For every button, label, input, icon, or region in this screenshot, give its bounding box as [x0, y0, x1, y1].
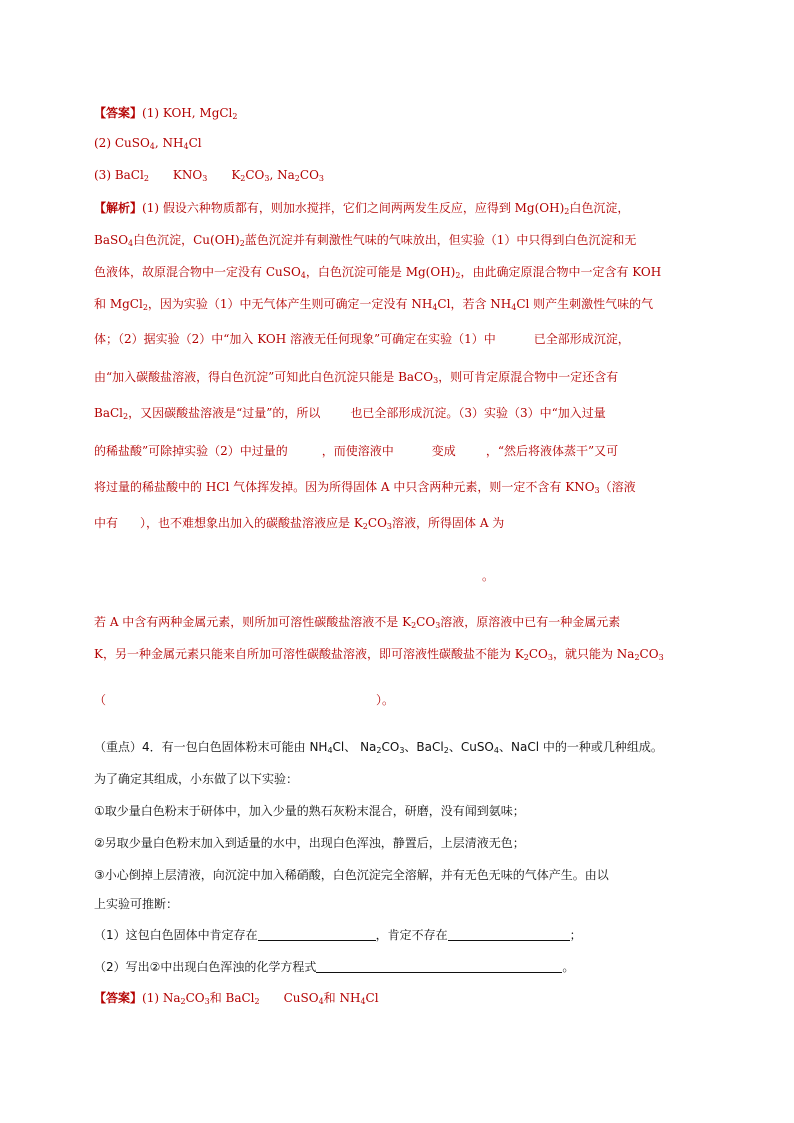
answer-blank[interactable]	[316, 960, 562, 973]
analysis-line-9: 将过量的稀盐酸中的 HCl 气体挥发掉。因为所得固体 A 中只含两种元素，则一定不含有 $KNO_3$（溶液	[94, 480, 636, 495]
analysis-line-4: 和 MgCl$_2$，因为实验（1）中无气体产生则可确定一定没有 $NH_4Cl$，若含 $NH_4Cl$ 则产生刺激性气味的气	[94, 297, 654, 312]
answer-blank[interactable]	[448, 928, 570, 941]
analysis-line-6: 由“加入碳酸盐溶液，得白色沉淀”可知此白色沉淀只能是 BaCO$_3$，则可肯定原混合物中一定还含有	[94, 370, 619, 385]
answer-blank[interactable]	[258, 928, 376, 941]
analysis-tag: 【解析】	[94, 201, 143, 215]
analysis-line-8: 的稀盐酸”可除掉实验（2）中过量的 ，而使溶液中 变成 ，“然后将液体蒸干”又可	[94, 444, 619, 458]
analysis-line-10: 中有 ），也不难想象出加入的碳酸盐溶液应是 $K_2CO_3$溶液，所得固体 A 为	[94, 516, 505, 531]
analysis-line-13: K，另一种金属元素只能来自所加可溶性碳酸盐溶液，即可溶液性碳酸盐不能为 $K_2CO_3$，就只能为 $Na_2CO_3$	[94, 647, 664, 662]
analysis-line-11: 。	[482, 569, 495, 583]
answer-tag: 【答案】	[94, 106, 143, 120]
answer2-line-1: 【答案】(1) $Na_2CO_3$和 BaCl$_2$ CuSO$_4$和 $NH_4Cl$	[94, 991, 379, 1006]
analysis-line-7: BaCl$_2$，又因碳酸盐溶液是“过量”的，所以 也已全部形成沉淀。（3）实验（3）中“加入过量	[94, 406, 606, 421]
analysis-line-14: （ ）。	[94, 693, 395, 707]
answer-line-1: 【答案】(1) KOH, MgCl$_2$	[94, 106, 238, 121]
analysis-line-1: 【解析】(1) 假设六种物质都有，则加水搅拌，它们之间两两发生反应，应得到 $Mg(OH)_2$白色沉淀，	[94, 201, 630, 216]
question-line-2: 为了确定其组成，小东做了以下实验：	[94, 772, 299, 786]
analysis-line-3: 色液体，故原混合物中一定没有 CuSO$_4$，白色沉淀可能是 $Mg(OH)_2$，由此确定原混合物中一定含有 KOH	[94, 265, 662, 280]
analysis-line-5: 体；（2）据实验（2）中“加入 KOH 溶液无任何现象”可确定在实验（1）中 已全部形成沉淀，	[94, 332, 630, 346]
question-line-5: ③小心倒掉上层清液，向沉淀中加入稀硝酸，白色沉淀完全溶解，并有无色无味的气体产生。由以	[94, 868, 609, 882]
answer-line-3: (3) BaCl$_2$ $KNO_3$ $K_2CO_3$, $Na_2CO_3$	[94, 168, 325, 183]
question-line-7: （1）这包白色固体中肯定存在 ，肯定不存在 ；	[94, 928, 582, 942]
analysis-line-2: BaSO$_4$白色沉淀，$Cu(OH)_2$蓝色沉淀并有刺激性气味的气味放出，但实验（1）中只得到白色沉淀和无	[94, 233, 637, 248]
question-line-3: ①取少量白色粉末于研体中，加入少量的熟石灰粉末混合，研磨，没有闻到氨味；	[94, 804, 525, 818]
analysis-line-12: 若 A 中含有两种金属元素，则所加可溶性碳酸盐溶液不是 $K_2CO_3$溶液，原溶液中已有一种金属元素	[94, 615, 621, 630]
question-line-8: （2）写出②中出现白色浑浊的化学方程式 。	[94, 960, 575, 974]
answer-line-2: (2) CuSO$_4$, $NH_4Cl$	[94, 136, 202, 151]
question-line-6: 上实验可推断：	[94, 897, 179, 911]
answer-tag: 【答案】	[94, 991, 143, 1005]
question-line-4: ②另取少量白色粉末加入到适量的水中，出现白色浑浊，静置后，上层清液无色；	[94, 836, 525, 850]
question-line-1: （重点）4．有一包白色固体粉末可能由 $NH_4Cl$、 $Na_2CO_3$、BaCl$_2$、CuSO$_4$、NaCl 中的一种或几种组成。	[94, 740, 663, 755]
